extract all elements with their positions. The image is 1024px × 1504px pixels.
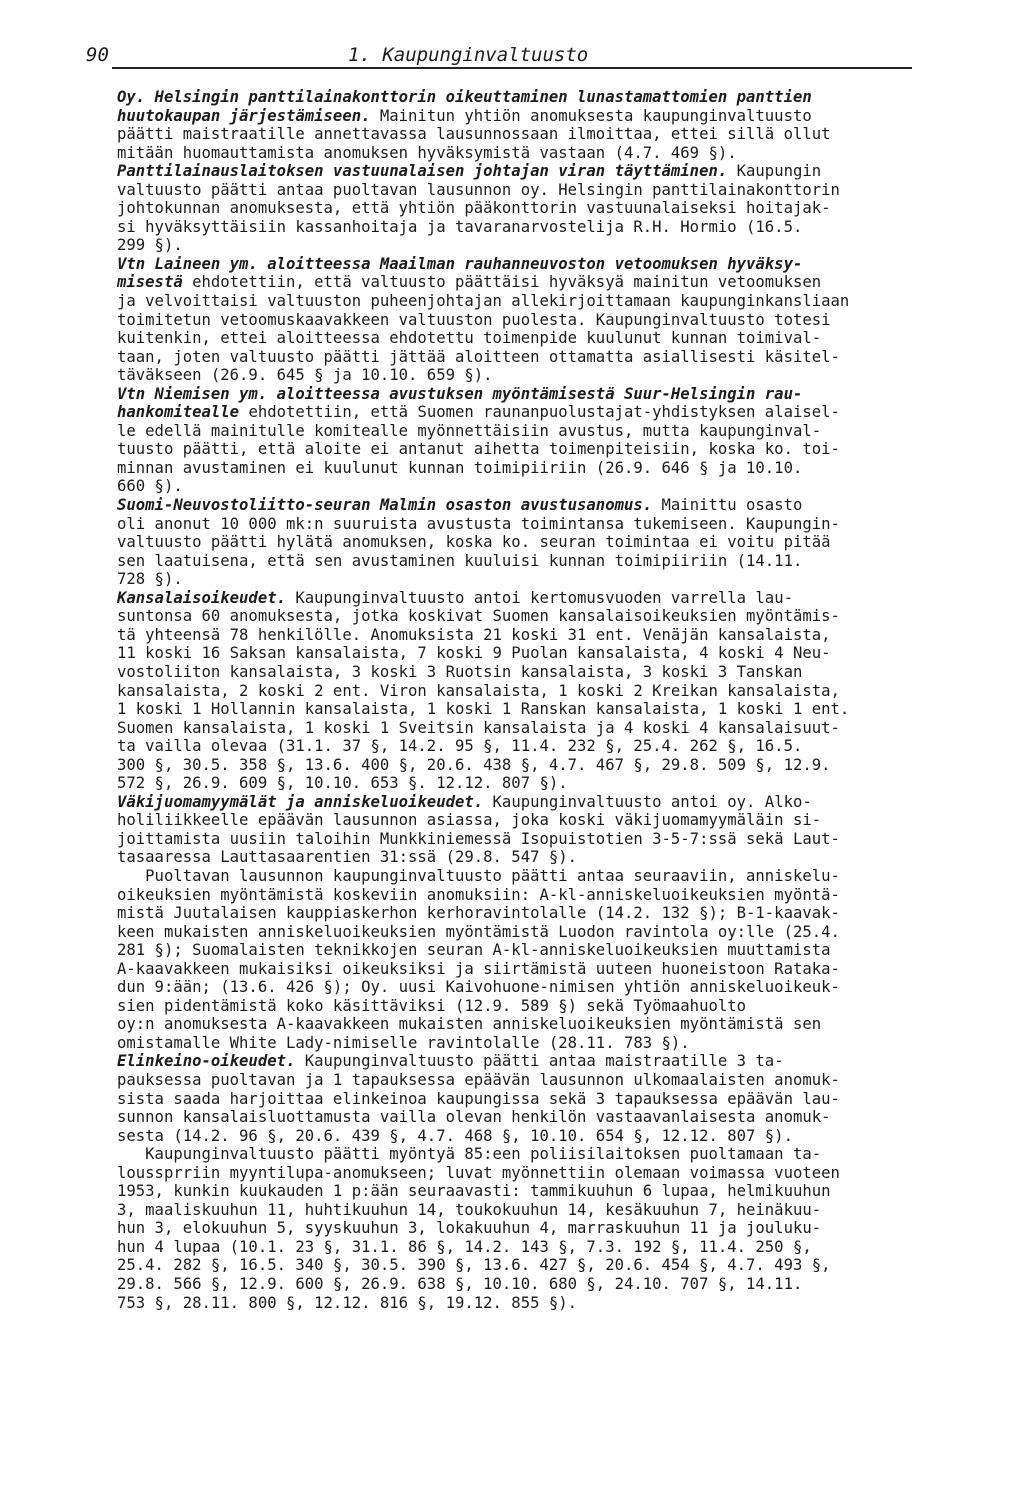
text-run: minnan avustaminen ei kuulunut kunnan toimipiiriin (26.9. 646 § ja 10.10.: [117, 458, 803, 477]
text-run: Kaupunginvaltuusto antoi kertomusvuoden varrella lau-: [286, 588, 793, 607]
text-line: [117, 626, 967, 645]
text-run: le edellä mainitulle komitealle myönnettäisiin avustus, mutta kaupunginval-: [117, 421, 822, 440]
run-in-heading: huutokaupan järjestämiseen.: [117, 106, 371, 125]
run-in-heading: Vtn Laineen ym. aloitteessa Maailman rauhanneuvoston vetoomuksen hyväksy-: [117, 254, 803, 273]
run-in-heading: misestä: [117, 273, 183, 292]
text-line: [117, 941, 967, 960]
text-run: Puoltavan lausunnon kaupunginvaltuusto päätti antaa seuraaviin, anniskelu-: [117, 866, 840, 885]
page-number: 90: [86, 44, 109, 66]
text-run: Kaupunginvaltuusto antoi oy. Alko-: [483, 792, 812, 811]
text-run: 299 §).: [117, 236, 183, 255]
text-line: [117, 496, 967, 515]
text-line: [117, 1127, 967, 1146]
text-run: keen mukaisten anniskeluoikeuksien myöntämistä Luodon ravintola oy:lle (25.4.: [117, 922, 840, 941]
text-run: ehdotettiin, että Suomen raunanpuolustajat-yhdistyksen alaisel-: [239, 403, 840, 422]
text-line: [117, 255, 967, 274]
text-run: joittamista uusiin taloihin Munkkiniemessä Isopuistotien 3-5-7:ssä sekä Laut-: [117, 829, 840, 848]
text-line: [117, 1182, 967, 1201]
text-line: [117, 477, 967, 496]
text-line: [117, 273, 967, 292]
text-run: hun 3, elokuuhun 5, syyskuuhun 3, lokakuuhun 4, marraskuuhun 11 ja jouluku-: [117, 1219, 822, 1238]
text-run: kuitenkin, ettei aloitteessa ehdotettu toimenpide kuulunut kunnan toimival-: [117, 329, 822, 348]
text-run: 572 §, 26.9. 609 §, 10.10. 653 §. 12.12. 807 §).: [117, 774, 568, 793]
text-run: si hyväksyttäisiin kassanhoitaja ja tavaranarvostelija R.H. Hormio (16.5.: [117, 217, 803, 236]
text-line: [117, 1015, 967, 1034]
text-run: tuusto päätti, että aloite ei antanut aihetta toimenpiteisiin, koska ko. toi-: [117, 440, 840, 459]
text-line: [117, 848, 967, 867]
run-in-heading: Väkijuomamyymälät ja anniskeluoikeudet.: [117, 792, 484, 811]
text-run: sen laatuisena, että sen avustaminen kuuluisi kunnan toimipiiriin (14.11.: [117, 551, 803, 570]
text-run: mitään huomauttamista anomuksen hyväksymistä vastaan (4.7. 469 §).: [117, 143, 737, 162]
text-run: tasaaressa Lauttasaarentien 31:ssä (29.8. 547 §).: [117, 848, 578, 867]
text-line: [117, 107, 967, 126]
text-line: [117, 403, 967, 422]
text-run: 3, maaliskuuhun 11, huhtikuuhun 14, toukokuuhun 14, kesäkuuhun 7, heinäkuu-: [117, 1200, 822, 1219]
text-line: [117, 1294, 967, 1313]
text-line: [117, 737, 967, 756]
text-run: Suomen kansalaista, 1 koski 1 Sveitsin kansalaista ja 4 koski 4 kansalaisuut-: [117, 718, 840, 737]
text-line: [117, 348, 967, 367]
text-run: oy:n anomuksesta A-kaavakkeen mukaisten anniskeluoikeuksien myöntämistä sen: [117, 1015, 822, 1034]
text-line: [117, 329, 967, 348]
text-line: [117, 700, 967, 719]
text-line: [117, 1256, 967, 1275]
text-line: [117, 1090, 967, 1109]
text-run: oli anonut 10 000 mk:n suuruista avustusta toimintansa tukemiseen. Kaupungin-: [117, 514, 840, 533]
text-line: [117, 1071, 967, 1090]
text-line: [117, 904, 967, 923]
text-run: 281 §); Suomalaisten teknikkojen seuran A-kl-anniskeluoikeuksien muuttamista: [117, 941, 831, 960]
run-in-heading: hankomitealle: [117, 403, 240, 422]
text-line: [117, 311, 967, 330]
header-rule: [112, 67, 912, 69]
text-run: ehdotettiin, että valtuusto päättäisi hyväksyä mainitun vetoomuksen: [182, 273, 822, 292]
text-run: 29.8. 566 §, 12.9. 600 §, 26.9. 638 §, 10.10. 680 §, 24.10. 707 §, 14.11.: [117, 1275, 803, 1293]
text-line: [117, 644, 967, 663]
text-run: 11 koski 16 Saksan kansalaista, 7 koski 9 Puolan kansalaista, 4 koski 4 Neu-: [117, 644, 831, 663]
text-line: [117, 236, 967, 255]
text-line: [117, 774, 967, 793]
text-line: [117, 923, 967, 942]
text-run: toimitetun vetoomuskaavakkeen valtuuston puolesta. Kaupunginvaltuusto totesi: [117, 310, 831, 329]
text-run: omistamalle White Lady-nimiselle ravintolalle (28.11. 783 §).: [117, 1033, 690, 1052]
run-in-heading: Oy. Helsingin panttilainakonttorin oikeuttaminen lunastamattomien panttien: [117, 88, 812, 106]
text-line: [117, 515, 967, 534]
run-in-heading: Suomi-Neuvostoliitto-seuran Malmin osaston avustusanomus.: [117, 496, 653, 515]
text-line: [117, 663, 967, 682]
text-line: [117, 292, 967, 311]
text-line: [117, 88, 967, 107]
text-line: [117, 552, 967, 571]
text-line: [117, 1201, 967, 1220]
text-run: sista saada harjoittaa elinkeinoa kaupungissa sekä 3 tapauksessa epäävän lau-: [117, 1089, 840, 1108]
text-run: 1953, kunkin kuukauden 1 p:ään seuraavasti: tammikuuhun 6 lupaa, helmikuuhun: [117, 1182, 831, 1201]
text-run: Kaupungin: [727, 162, 822, 181]
text-run: Mainittu osasto: [652, 496, 803, 515]
text-line: [117, 978, 967, 997]
text-run: 25.4. 282 §, 16.5. 340 §, 30.5. 390 §, 13.6. 427 §, 20.6. 454 §, 4.7. 493 §,: [117, 1256, 831, 1275]
body-text: [117, 88, 967, 1312]
text-line: [117, 385, 967, 404]
text-line: [117, 682, 967, 701]
text-line: [117, 1238, 967, 1257]
text-run: pauksessa puoltavan ja 1 tapauksessa epäävän lausunnon ulkomaalaisten anomuk-: [117, 1070, 840, 1089]
running-title: 1. Kaupunginvaltuusto: [348, 44, 589, 66]
text-run: oikeuksien myöntämistä koskeviin anomuksiin: A-kl-anniskeluoikeuksien myöntä-: [117, 885, 840, 904]
text-run: päätti maistraatille annettavassa lausunnossaan ilmoittaa, ettei sillä ollut: [117, 125, 831, 144]
text-run: Kaupunginvaltuusto päätti myöntyä 85:een poliisilaitoksen puoltamaan ta-: [117, 1145, 822, 1164]
text-line: [117, 440, 967, 459]
text-line: [117, 756, 967, 775]
text-run: sesta (14.2. 96 §, 20.6. 439 §, 4.7. 468 §, 10.10. 654 §, 12.12. 807 §).: [117, 1126, 793, 1145]
text-run: valtuusto päätti antaa puoltavan lausunnon oy. Helsingin panttilainakonttorin: [117, 180, 840, 199]
text-run: taan, joten valtuusto päätti jättää aloitteen ottamatta asiallisesti käsitel-: [117, 347, 840, 366]
text-line: [117, 867, 967, 886]
text-line: [117, 719, 967, 738]
run-in-heading: Elinkeino-oikeudet.: [117, 1052, 296, 1071]
text-run: Mainitun yhtiön anomuksesta kaupunginvaltuusto: [370, 106, 812, 125]
text-run: kansalaista, 2 koski 2 ent. Viron kansalaista, 1 koski 2 Kreikan kansalaista,: [117, 681, 840, 700]
text-line: [117, 960, 967, 979]
text-run: sunnon kansalaisluottamusta vailla olevan henkilön vastaavanlaisesta anomuk-: [117, 1108, 831, 1127]
text-line: [117, 366, 967, 385]
text-run: 660 §).: [117, 477, 183, 496]
text-run: Kaupunginvaltuusto päätti antaa maistraatille 3 ta-: [295, 1052, 784, 1071]
text-line: [117, 125, 967, 144]
text-line: [117, 181, 967, 200]
text-line: [117, 589, 967, 608]
text-line: [117, 997, 967, 1016]
run-in-heading: Panttilainauslaitoksen vastuunalaisen johtajan viran täyttäminen.: [117, 162, 728, 181]
run-in-heading: Kansalaisoikeudet.: [117, 588, 286, 607]
text-run: holiliikkeelle epäävän lausunnon asiassa, joka koski väkijuomamyymäläin si-: [117, 811, 822, 830]
text-run: loussprriin myyntilupa-anomukseen; luvat myönnettiin olemaan voimassa vuoteen: [117, 1163, 840, 1182]
text-line: [117, 1275, 967, 1294]
text-run: 300 §, 30.5. 358 §, 13.6. 400 §, 20.6. 438 §, 4.7. 467 §, 29.8. 509 §, 12.9.: [117, 755, 831, 774]
text-line: [117, 422, 967, 441]
text-line: [117, 1034, 967, 1053]
text-line: [117, 144, 967, 163]
text-line: [117, 886, 967, 905]
text-line: [117, 570, 967, 589]
text-run: mistä Juutalaisen kauppiaskerhon kerhoravintolalle (14.2. 132 §); B-1-kaavak-: [117, 904, 840, 923]
text-run: hun 4 lupaa (10.1. 23 §, 31.1. 86 §, 14.2. 143 §, 7.3. 192 §, 11.4. 250 §,: [117, 1237, 812, 1256]
text-line: [117, 162, 967, 181]
run-in-heading: Vtn Niemisen ym. aloitteessa avustuksen myöntämisestä Suur-Helsingin rau-: [117, 384, 803, 403]
text-line: [117, 1164, 967, 1183]
text-run: suntonsa 60 anomuksesta, jotka koskivat Suomen kansalaisoikeuksien myöntämis-: [117, 607, 840, 626]
text-run: dun 9:ään; (13.6. 426 §); Oy. uusi Kaivohuone-nimisen yhtiön anniskeluoikeuk-: [117, 978, 840, 997]
text-run: 1 koski 1 Hollannin kansalaista, 1 koski 1 Ranskan kansalaista, 1 koski 1 ent.: [117, 700, 850, 719]
text-run: sien pidentämistä koko käsittäviksi (12.9. 589 §) sekä Työmaahuolto: [117, 996, 747, 1015]
text-line: [117, 533, 967, 552]
text-line: [117, 793, 967, 812]
text-run: 728 §).: [117, 570, 183, 589]
text-line: [117, 811, 967, 830]
text-run: vostoliiton kansalaista, 3 koski 3 Ruotsin kansalaista, 3 koski 3 Tanskan: [117, 662, 803, 681]
text-line: [117, 1052, 967, 1071]
text-line: [117, 830, 967, 849]
text-line: [117, 459, 967, 478]
page-header: [86, 40, 916, 70]
text-line: [117, 218, 967, 237]
text-line: [117, 1108, 967, 1127]
text-line: [117, 1219, 967, 1238]
text-run: ta vailla olevaa (31.1. 37 §, 14.2. 95 §, 11.4. 232 §, 25.4. 262 §, 16.5.: [117, 737, 803, 756]
text-line: [117, 199, 967, 218]
text-run: 753 §, 28.11. 800 §, 12.12. 816 §, 19.12. 855 §).: [117, 1293, 578, 1312]
text-run: valtuusto päätti hylätä anomuksen, koska ko. seuran toimintaa ei voitu pitää: [117, 533, 831, 552]
text-run: ja velvoittaisi valtuuston puheenjohtajan allekirjoittamaan kaupunginkansliaan: [117, 292, 850, 311]
text-run: tä yhteensä 78 henkilölle. Anomuksista 21 koski 31 ent. Venäjän kansalaista,: [117, 625, 831, 644]
text-line: [117, 607, 967, 626]
text-run: johtokunnan anomuksesta, että yhtiön pääkonttorin vastuunalaiseksi hoitajak-: [117, 199, 831, 218]
text-run: A-kaavakkeen mukaisiksi oikeuksiksi ja siirtämistä uuteen huoneistoon Rataka-: [117, 959, 840, 978]
text-run: täväkseen (26.9. 645 § ja 10.10. 659 §).: [117, 366, 493, 385]
text-line: [117, 1145, 967, 1164]
